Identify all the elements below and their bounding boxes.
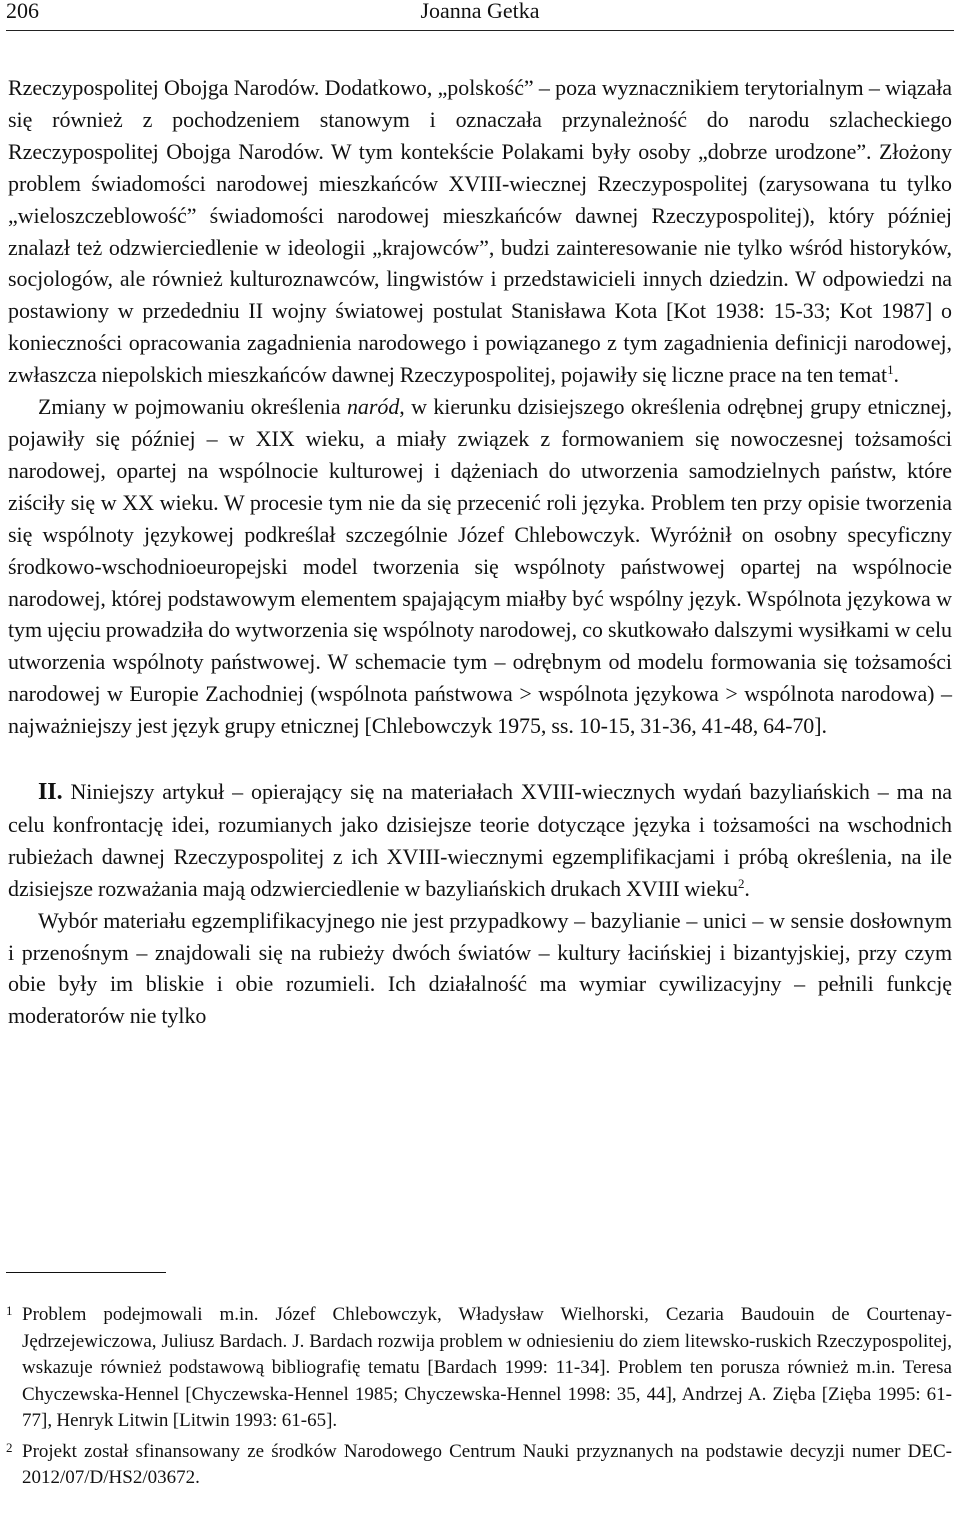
paragraph-4 (8, 905, 952, 1033)
footnote-rule (6, 1272, 166, 1273)
running-head-author: Joanna Getka (420, 0, 540, 23)
paragraph-1-text: Rzeczypospolitej Obojga Narodów. Dodatkowo, „polskość” – poza wyznacznikiem terytorialnym – wiązała się również z pochodzeniem stanowym i oznaczała przynależność do narodu szlacheckiego Rzeczypospolitej Obojga Narodów. W tym kontekście Polakami były osoby „dobrze urodzone”. Złożony problem świadomości narodowej mieszkańców XVIII-wiecznej Rzeczypospolitej (zarysowana tu tylko „wieloszczeblowość” świadomości narodowej mieszkańców dawnej Rzeczypospolitej), który później znalazł też odzwierciedlenie w ideologii „krajowców”, budzi zainteresowanie nie tylko wśród historyków, socjologów, ale również kulturoznawców, lingwistów i przedstawicieli innych dziedzin. W odpowiedzi na postawiony w przededniu II wojny światowej postulat Stanisława Kota [Kot 1938: 15-33; Kot 1987] o konieczności opracowania zagadnienia narodowego i powiązanego z tym zagadnienia definicji narodowej, zwłaszcza niepolskich mieszkańców dawnej Rzeczypospolitej, pojawiły się liczne prace na ten temat (8, 75, 952, 388)
footnotes (6, 1302, 952, 1492)
page-header (6, 0, 954, 22)
paragraph-1 (8, 72, 952, 391)
paragraph-2-emphasis: naród (346, 394, 400, 420)
footnote-2 (6, 1439, 952, 1492)
footnote-1 (6, 1302, 952, 1435)
footnote-mark-2: 2 (6, 1439, 13, 1455)
footnote-ref-2[interactable]: 2 (737, 875, 745, 891)
section-number: II. (38, 779, 63, 806)
paragraph-1-end: . (893, 362, 899, 388)
section-2-paragraph (8, 776, 952, 905)
footnote-mark-1: 1 (6, 1303, 13, 1318)
paragraph-3-end: . (744, 875, 750, 901)
paragraph-3-text: Niniejszy artykuł – opierający się na materiałach XVIII-wiecznych wydań bazyliańskich – ma na celu konfrontację idei, rozumianych jako dzisiejsze teorie dotyczące języka i tożsamości na wschodnich rubieżach dawnej Rzeczypospolitej z ich XVIII-wiecznymi egzemplifikacjami i próbą określenia, na ile dzisiejsze rozważania mają odzwierciedlenie w bazyliańskich drukach XVIII wieku (8, 779, 952, 901)
footnote-text-2: Projekt został sfinansowany ze środków Narodowego Centrum Nauki przyznanych na podstawie decyzji numer DEC-2012/07/D/HS2/03672. (22, 1440, 952, 1488)
footnote-text-1: Problem podejmowali m.in. Józef Chlebowczyk, Władysław Wielhorski, Cezaria Baudouin de Courtenay-Jędrzejewiczowa, Juliusz Bardach. J. Bardach rozwija problem w odniesieniu do ziem litewsko-ruskich Rzeczypospolitej, wskazuje również podstawową bibliografię tematu [Bardach 1999: 11-34]. Problem ten porusza również m.in. Teresa Chyczewska-Hennel [Chyczewska-Hennel 1985; Chyczewska-Hennel 1998: 35, 44], Andrzej A. Zięba [Zięba 1995: 61-77], Henryk Litwin [Litwin 1993: 61-65]. (22, 1304, 952, 1431)
page-number: 206 (6, 0, 39, 23)
paragraph-2 (8, 391, 952, 742)
paragraph-4-text: Wybór materiału egzemplifikacyjnego nie jest przypadkowy – bazylianie – unici – w sensie dosłownym i przenośnym – znajdowali się na rubieży dwóch światów – kultury łacińskiej i bizantyjskiej, przy czym obie były im bliskie i obie rozumieli. Ich działalność ma wymiar cywilizacyjny – pełnili funkcję moderatorów nie tylko (8, 907, 952, 1029)
footnote-ref-1[interactable]: 1 (887, 362, 894, 378)
header-rule (6, 30, 954, 31)
paragraph-2-text-a: Zmiany w pojmowaniu określenia (38, 394, 347, 420)
paragraph-2-text-b: , w kierunku dzisiejszego określenia odrębnej grupy etnicznej, pojawiły się później – w XIX wieku, a miały związek z formowaniem się nowoczesnej tożsamości narodowej, opartej na wspólnocie kulturowej i dążeniach do utworzenia samodzielnych państw, które ziściły się w XX wieku. W procesie tym nie da się przecenić roli języka. Problem ten przy opisie tworzenia się wspólnoty językowej podkreślał szczególnie Józef Chlebowczyk. Wyróżnił on osobny specyficzny środkowo-wschodnioeuropejski model tworzenia się wspólnoty państwowej opartej na wspólnocie narodowej, której podstawowym elementem spajającym miałby być wspólny język. Wspólnota językowa w tym ujęciu prowadziła do wytworzenia się wspólnoty narodowej, co skutkowało dalszymi wysiłkami w celu utworzenia wspólnoty państwowej. W schemacie tym – odrębnym od modelu formowania się tożsamości narodowej w Europie Zachodniej (wspólnota państwowa > wspólnota językowa > wspólnota narodowa) – najważniejszy jest język grupy etnicznej [Chlebowczyk 1975, ss. 10-15, 31-36, 41-48, 64-70]. (8, 394, 952, 739)
body-text (8, 72, 952, 1032)
